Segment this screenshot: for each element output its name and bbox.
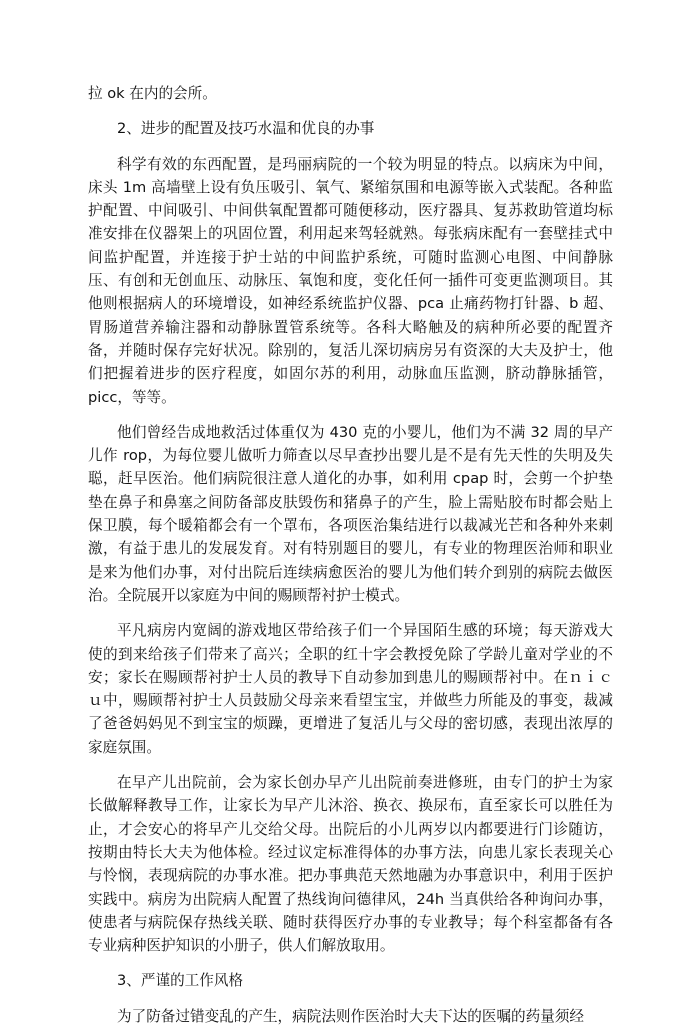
paragraph-work-style: 为了防备过错变乱的产生，病院法则作医治时大夫下达的医嘱的药量须经 [117,1007,585,1025]
section-heading-2: 2、进步的配置及技巧水温和优良的办事 [117,120,375,138]
section-heading-3: 3、严谨的工作风格 [117,972,244,990]
paragraph-ward-environment: 平凡病房内宽阔的游戏地区带给孩子们一个异国陌生感的环境；每天游戏大使的到来给孩子们带来了高兴；全职的红十字会教授免除了学龄儿童对学业的不安；家长在赐顾帮衬护士人员的教导下自动参加到患儿的赐顾帮衬中。在ｎｉｃｕ中，赐顾帮衬护士人员鼓励父母亲来看望宝宝，并做些力所能及的事变，裁减了爸爸妈妈见不到宝宝的烦躁，更增进了复活儿与父母的密切感，表现出浓厚的家庭氛围。 [88,622,613,756]
paragraph-equipment: 科学有效的东西配置，是玛丽病院的一个较为明显的特点。以病床为中间，床头 1m 高墙壁上设有负压吸引、氧气、紧缩氛围和电源等嵌入式装配。各种监护配置、中间吸引、中间供氧配置都可随便移动，医疗器具、复苏救助管道均标准安排在仪器架上的巩固位置，利用起来驾轻就熟。每张病床配有一套壁挂式中间监护配置，并连接于护士站的中间监护系统，可随时监测心电图、中间静脉压、有创和无创血压、动脉压、氧饱和度，变化任何一插件可变更监测项目。其他则根据病人的环境增设，如神经系统监护仪器、pca 止痛药物打针器、b 超、胃肠道营养输注器和动静脉置管系统等。各科大略触及的病种所必要的配置齐备，并随时保存完好状况。除别的，复活儿深切病房另有资深的大夫及护士，他们把握着进步的医疗程度，如固尔苏的利用，动脉血压监测，脐动静脉插管，picc，等等。 [88,155,613,406]
paragraph-nicu-care: 他们曾经告成地救活过体重仅为 430 克的小婴儿，他们为不满 32 周的早产儿作 rop，为每位婴儿做听力筛查以尽早查抄出婴儿是不是有先天性的失明及失聪，赶早医治。他们病院很注意人道化的办事，如利用 cpap 时，会剪一个护垫垫在鼻子和鼻塞之间防备部皮肤毁伤和猪鼻子的产生，脸上需贴胶布时都会贴上保卫膜，每个暖箱都会有一个罩布，各项医治集结进行以裁减光芒和各种外来刺激，有益于患儿的发展发育。对有特别题目的婴儿，有专业的物理医治师和职业是来为他们办事，对付出院后连续病愈医治的婴儿为他们转介到别的病院去做医治。全院展开以家庭为中间的赐顾帮衬护士模式。 [88,423,613,604]
paragraph-discharge: 在早产儿出院前，会为家长创办早产儿出院前奏进修班，由专门的护士为家长做解释教导工作，让家长为早产儿沐浴、换衣、换尿布，直至家长可以胜任为止，才会安心的将早产儿交给父母。出院后的小儿两岁以内都要进行门诊随访，按期由特长大夫为他体检。经过议定标准得体的办事方法，向患儿家长表现关心与怜悯，表现病院的办事水准。把办事典范天然地融为办事意识中，利用于医护实践中。病房为出院病人配置了热线询问德律风，24h 当真供给各种询问办事，使患者与病院保存热线关联、随时获得医疗办事的专业教导；每个科室都备有各专业病种医护知识的小册子，供人们解放取用。 [88,774,613,955]
continuation-text: 拉 ok 在内的会所。 [88,85,217,102]
